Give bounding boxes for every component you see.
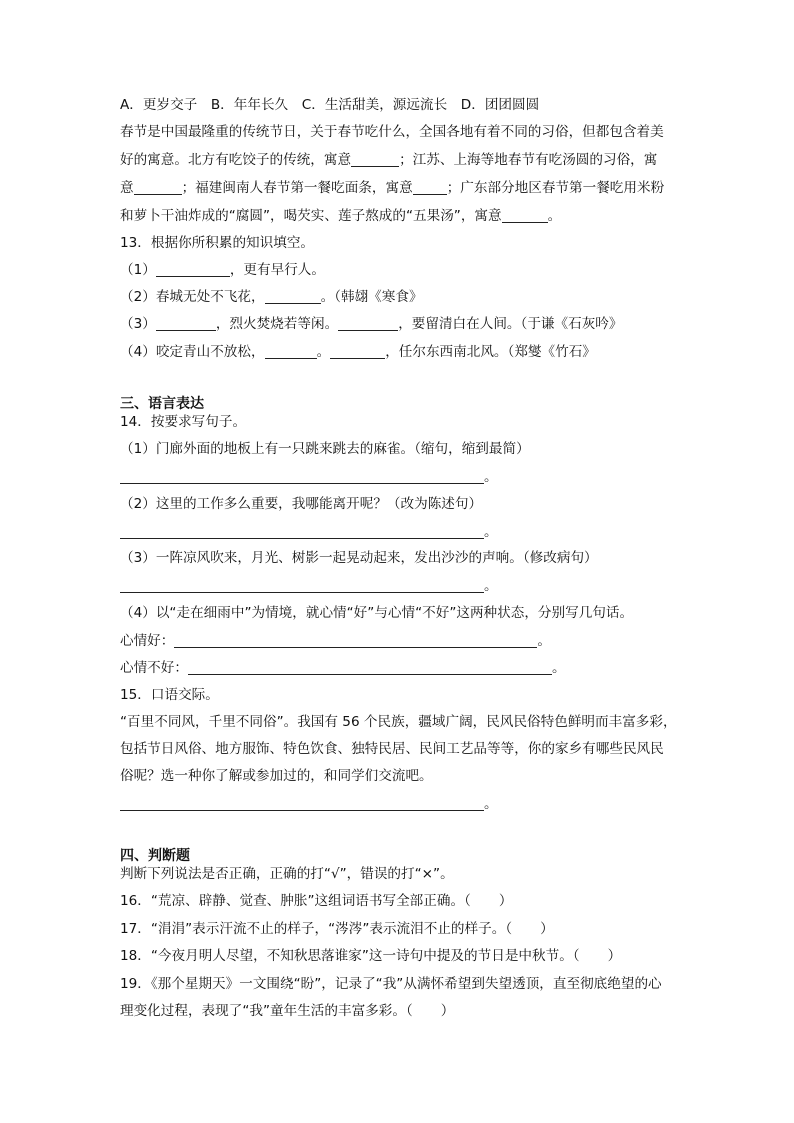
answer-line-15[interactable]: 。 xyxy=(120,795,498,813)
q15-line2: 包括节日风俗、地方服饰、特色饮食、独特民居、民间工艺品等等，你的家乡有哪些民风民 xyxy=(120,741,664,757)
answer-line-14-3[interactable]: 。 xyxy=(120,577,498,595)
q13-title: 13．根据你所积累的知识填空。 xyxy=(120,235,315,251)
q19-line1: 19．《那个星期天》一文围绕“盼”，记录了“我”从满怀希望到失望透顶，直至彻底绝望的心 xyxy=(120,976,662,992)
blank-13-2[interactable] xyxy=(265,289,321,304)
q14-item1: （1）门廊外面的地板上有一只跳来跳去的麻雀。（缩句，缩到最简） xyxy=(120,441,530,457)
q15-title: 15．口语交际。 xyxy=(120,687,219,703)
q14-item3: （3）一阵凉风吹来，月光、树影一起晃动起来，发出沙沙的声响。（修改病句） xyxy=(120,550,598,566)
q12-line1: 春节是中国最隆重的传统节日，关于春节吃什么，全国各地有着不同的习俗，但都包含着美 xyxy=(120,124,664,140)
section-3-heading: 三、语言表达 xyxy=(120,396,204,412)
section-4-heading: 四、判断题 xyxy=(120,848,190,864)
blank-13-4b[interactable] xyxy=(330,344,385,359)
q13-item2: （2）春城无处不飞花， 。（韩翃《寒食》 xyxy=(120,289,423,305)
q17: 17．“涓涓”表示汗流不止的样子，“涔涔”表示流泪不止的样子。（ ） xyxy=(120,921,554,937)
answer-line-bad-mood[interactable]: 心情不好： 。 xyxy=(120,660,566,676)
q19-line2: 理变化过程，表现了“我”童年生活的丰富多彩。（ ） xyxy=(120,1003,455,1019)
q16: 16．“荒凉、辟静、觉查、肿胀”这组词语书写全部正确。（ ） xyxy=(120,893,513,909)
blank-jiaozi[interactable] xyxy=(351,152,399,167)
q13-item4: （4）咬定青山不放松， 。 ，任尔东西南北风。（郑燮《竹石》 xyxy=(120,344,596,360)
q14-item2: （2）这里的工作多么重要，我哪能离开呢？（改为陈述句） xyxy=(120,496,483,512)
options-line: A．更岁交子 B．年年长久 C．生活甜美，源远流长 D．团团圆圆 xyxy=(120,97,540,113)
judge-instructions: 判断下列说法是否正确，正确的打“√”，错误的打“×”。 xyxy=(120,866,454,882)
q14-title: 14．按要求写句子。 xyxy=(120,414,247,430)
q12-line4: 和萝卜干油炸成的“腐圆”，喝芡实、莲子熬成的“五果汤”，寓意 。 xyxy=(120,208,562,224)
answer-line-14-2[interactable]: 。 xyxy=(120,523,498,541)
q15-line1: “百里不同风，千里不同俗”。我国有 56 个民族，疆域广阔，民风民俗特色鲜明而丰富多彩， xyxy=(120,714,677,730)
q15-line3: 俗呢？选一种你了解或参加过的，和同学们交流吧。 xyxy=(120,768,433,784)
blank-13-3a[interactable] xyxy=(156,316,216,331)
blank-tangyuan[interactable] xyxy=(134,180,182,195)
answer-line-good-mood[interactable]: 心情好： 。 xyxy=(120,633,551,649)
q18: 18．“今夜月明人尽望，不知秋思落谁家”这一诗句中提及的节日是中秋节。（ ） xyxy=(120,948,622,964)
blank-13-1[interactable] xyxy=(156,262,230,277)
blank-13-4a[interactable] xyxy=(265,344,317,359)
blank-wuguotang[interactable] xyxy=(502,208,548,223)
q12-line2: 好的寓意。北方有吃饺子的传统，寓意 ；江苏、上海等地春节有吃汤圆的习俗，寓 xyxy=(120,152,658,168)
q13-item3: （3） ，烈火焚烧若等闲。 ，要留清白在人间。（于谦《石灰吟》 xyxy=(120,316,623,332)
q12-line3: 意 ；福建闽南人春节第一餐吃面条，寓意 ；广东部分地区春节第一餐吃用米粉 xyxy=(120,180,665,196)
q14-item4: （4）以“走在细雨中”为情境，就心情“好”与心情“不好”这两种状态，分别写几句话。 xyxy=(120,605,634,621)
blank-13-3b[interactable] xyxy=(338,316,398,331)
blank-miantiao[interactable] xyxy=(413,180,447,195)
q13-item1: （1） ，更有早行人。 xyxy=(120,262,325,278)
answer-line-14-1[interactable]: 。 xyxy=(120,468,498,486)
